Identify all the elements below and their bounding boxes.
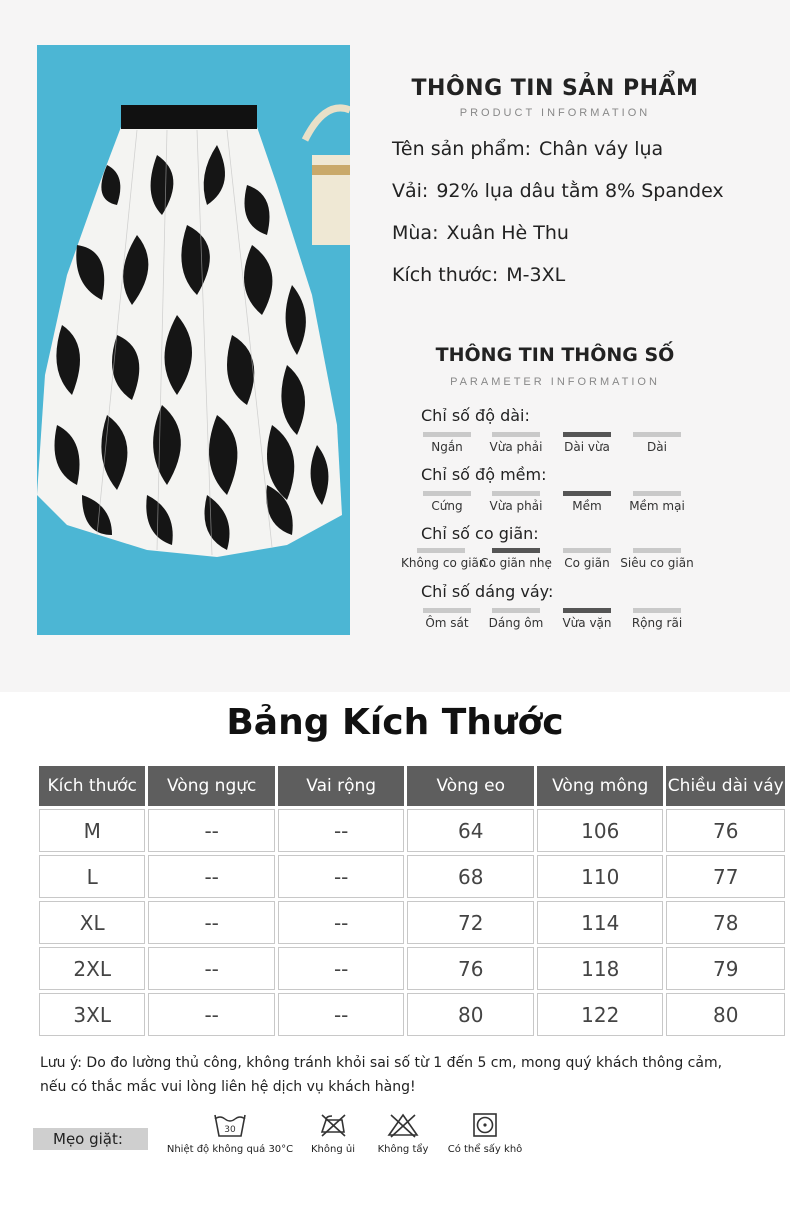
scale-option xyxy=(617,548,697,570)
table-cell: 114 xyxy=(537,901,664,944)
scale-bar xyxy=(423,608,471,613)
scale-label-length: Chỉ số độ dài: xyxy=(421,406,530,425)
table-cell: -- xyxy=(278,809,405,852)
wash-item-label: Có thể sấy khô xyxy=(447,1144,523,1155)
scale-bar xyxy=(492,432,540,437)
table-cell: 80 xyxy=(666,993,785,1036)
scale-option-label: Cứng xyxy=(431,499,463,513)
info-value: Chân váy lụa xyxy=(538,138,664,160)
note-line: nếu có thắc mắc vui lòng liên hệ dịch vụ khách hàng! xyxy=(40,1079,416,1095)
table-cell: 3XL xyxy=(39,993,145,1036)
scale-option xyxy=(407,491,487,513)
scale-bar xyxy=(633,432,681,437)
table-cell: M xyxy=(39,809,145,852)
table-row xyxy=(39,855,785,898)
table-cell: 80 xyxy=(407,993,534,1036)
scale-bar xyxy=(423,491,471,496)
scale-bar xyxy=(633,608,681,613)
info-row-size xyxy=(392,264,565,286)
table-cell: 78 xyxy=(666,901,785,944)
scale-option-label: Không co giãn xyxy=(401,556,487,570)
scale-option xyxy=(476,608,556,630)
table-cell: -- xyxy=(148,855,275,898)
scale-label-softness: Chỉ số độ mềm: xyxy=(421,465,547,484)
table-row xyxy=(39,947,785,990)
wash-item xyxy=(373,1112,433,1155)
scale-option xyxy=(617,608,697,630)
scale-option-label: Siêu co giãn xyxy=(620,556,694,570)
column-header: Vòng ngực xyxy=(148,766,275,806)
no-bleach-icon xyxy=(386,1112,420,1138)
table-cell: 122 xyxy=(537,993,664,1036)
scale-option xyxy=(407,432,487,454)
note-line: Lưu ý: Do đo lường thủ công, không tránh khỏi sai số từ 1 đến 5 cm, mong quý khách thông cảm, xyxy=(40,1055,723,1071)
scale-bar xyxy=(563,548,611,553)
info-row-fabric xyxy=(392,180,724,202)
column-header: Vòng mông xyxy=(537,766,664,806)
wash-item xyxy=(440,1112,530,1155)
size-table xyxy=(36,763,788,1039)
no-iron-icon xyxy=(316,1112,350,1138)
scale-option-label: Vừa phải xyxy=(489,499,543,513)
scale-option-label: Dài vừa xyxy=(564,440,610,454)
scale-option-label: Rộng rãi xyxy=(631,616,683,630)
scale-bar xyxy=(492,608,540,613)
info-row-season xyxy=(392,222,569,244)
scale-bar xyxy=(563,491,611,496)
scale-option-label: Mềm mại xyxy=(629,499,685,513)
wash-temp-text: 30 xyxy=(224,1125,236,1135)
table-row xyxy=(39,809,785,852)
scale-option xyxy=(407,608,487,630)
scale-option xyxy=(476,491,556,513)
wash-item-label: Nhiệt độ không quá 30°C xyxy=(166,1144,294,1155)
info-label: Vải: xyxy=(392,180,429,202)
scale-bar xyxy=(633,491,681,496)
wash-item xyxy=(160,1112,300,1155)
table-cell: -- xyxy=(148,901,275,944)
info-value: Xuân Hè Thu xyxy=(446,222,569,244)
column-header: Vòng eo xyxy=(407,766,534,806)
scale-option xyxy=(547,432,627,454)
wash-tips-label: Mẹo giặt: xyxy=(33,1128,148,1150)
product-info-title: THÔNG TIN SẢN PHẨM xyxy=(411,76,699,101)
table-cell: 76 xyxy=(407,947,534,990)
scale-option-label: Co giãn xyxy=(564,556,610,570)
scale-bar xyxy=(563,432,611,437)
parameter-info-subtitle: PARAMETER INFORMATION xyxy=(450,376,660,388)
scale-option xyxy=(547,548,627,570)
info-row-name xyxy=(392,138,663,160)
table-cell: 72 xyxy=(407,901,534,944)
scale-option-label: Vừa vặn xyxy=(562,616,612,630)
scale-option-label: Dáng ôm xyxy=(488,616,544,630)
table-cell: 77 xyxy=(666,855,785,898)
info-value: M-3XL xyxy=(506,264,566,286)
table-cell: 76 xyxy=(666,809,785,852)
size-table-header-row xyxy=(39,766,785,806)
wash-item-label: Không ủi xyxy=(311,1144,355,1155)
scale-label-elasticity: Chỉ số co giãn: xyxy=(421,524,539,543)
column-header: Kích thước xyxy=(39,766,145,806)
scale-option xyxy=(401,548,487,570)
scale-label-fit: Chỉ số dáng váy: xyxy=(421,582,554,601)
wash-item xyxy=(303,1112,363,1155)
size-chart-title: Bảng Kích Thước xyxy=(226,702,564,743)
scale-bar xyxy=(423,432,471,437)
column-header: Chiều dài váy xyxy=(666,766,785,806)
scale-option xyxy=(476,432,556,454)
scale-option xyxy=(617,491,697,513)
product-info-subtitle: PRODUCT INFORMATION xyxy=(459,107,651,119)
scale-bar xyxy=(492,491,540,496)
scale-bar xyxy=(492,548,540,553)
measurement-note xyxy=(40,1051,790,1099)
table-cell: 68 xyxy=(407,855,534,898)
scale-bar xyxy=(417,548,465,553)
info-label: Kích thước: xyxy=(392,264,499,286)
scale-option-label: Vừa phải xyxy=(489,440,543,454)
scale-bar xyxy=(633,548,681,553)
table-cell: 2XL xyxy=(39,947,145,990)
scale-option-label: Dài xyxy=(647,440,667,454)
table-cell: XL xyxy=(39,901,145,944)
table-cell: -- xyxy=(278,901,405,944)
table-cell: -- xyxy=(278,855,405,898)
table-cell: -- xyxy=(148,947,275,990)
info-value: 92% lụa dâu tằm 8% Spandex xyxy=(436,180,724,202)
table-cell: 118 xyxy=(537,947,664,990)
scale-option xyxy=(547,491,627,513)
table-row xyxy=(39,993,785,1036)
wash-30-icon xyxy=(213,1112,247,1138)
scale-option xyxy=(476,548,556,570)
info-label: Mùa: xyxy=(392,222,439,244)
scale-option-label: Co giãn nhẹ xyxy=(480,556,552,570)
table-cell: 110 xyxy=(537,855,664,898)
product-photo xyxy=(37,45,350,635)
scale-option xyxy=(547,608,627,630)
column-header: Vai rộng xyxy=(278,766,405,806)
table-cell: 106 xyxy=(537,809,664,852)
scale-option xyxy=(617,432,697,454)
wash-item-label: Không tẩy xyxy=(377,1144,429,1155)
scale-option-label: Ôm sát xyxy=(425,616,469,630)
table-cell: -- xyxy=(148,809,275,852)
skirt-illustration xyxy=(37,45,350,635)
table-cell: -- xyxy=(148,993,275,1036)
parameter-info-title: THÔNG TIN THÔNG SỐ xyxy=(435,344,675,366)
info-label: Tên sản phẩm: xyxy=(392,138,531,160)
table-row xyxy=(39,901,785,944)
table-cell: -- xyxy=(278,993,405,1036)
scale-bar xyxy=(563,608,611,613)
table-cell: L xyxy=(39,855,145,898)
scale-option-label: Mềm xyxy=(572,499,602,513)
scale-option-label: Ngắn xyxy=(431,440,463,454)
table-cell: 79 xyxy=(666,947,785,990)
table-cell: 64 xyxy=(407,809,534,852)
tumble-dry-icon xyxy=(468,1112,502,1138)
table-cell: -- xyxy=(278,947,405,990)
